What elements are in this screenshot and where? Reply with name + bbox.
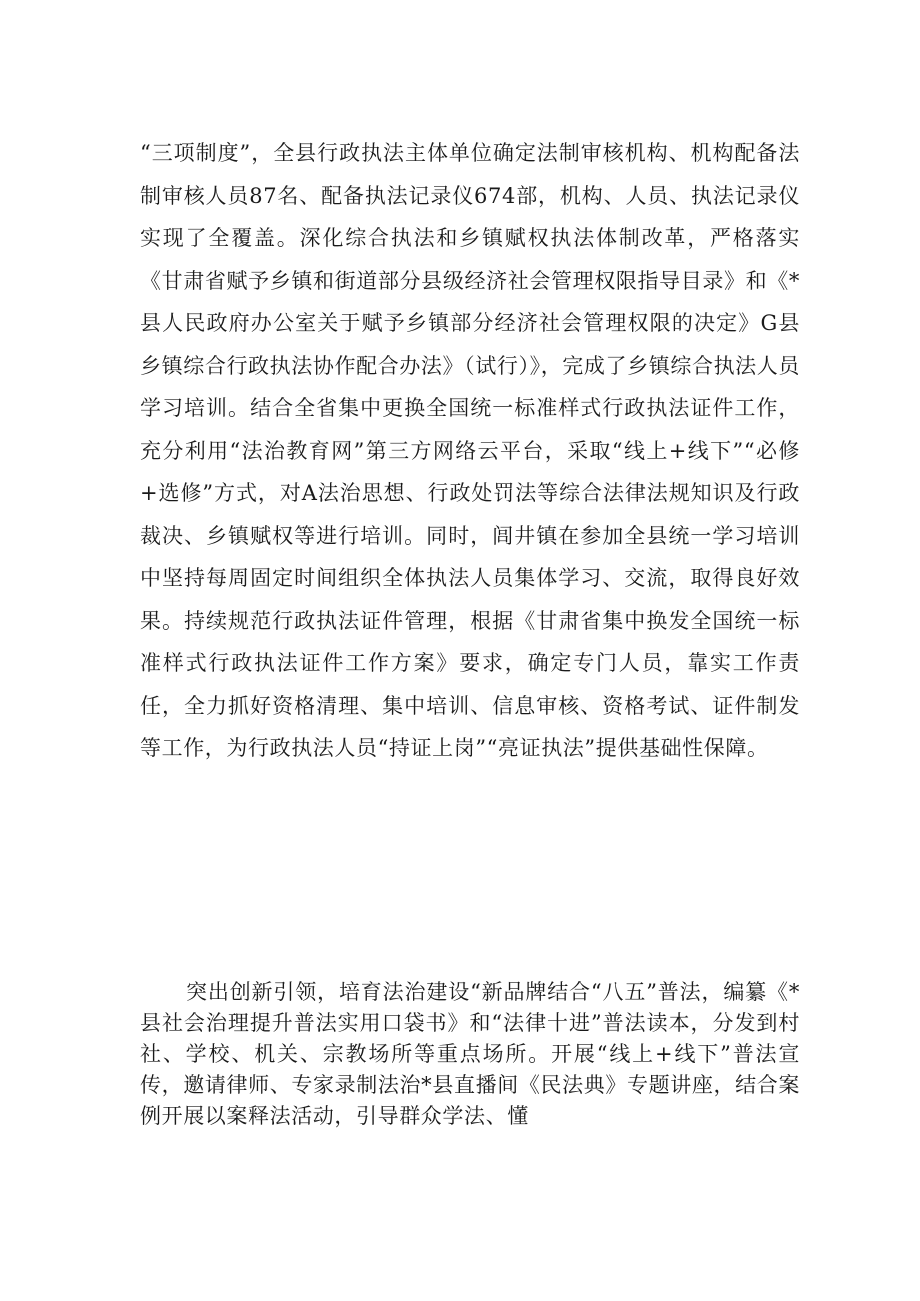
- paragraph-1: “三项制度”，全县行政执法主体单位确定法制审核机构、机构配备法制审核人员87名、配备执法记录仪674部，机构、人员、执法记录仪实现了全覆盖。深化综合执法和乡镇赋权执法体制改革，严格落实《甘肃省赋予乡镇和街道部分县级经济社会管理权限指导目录》和《*县人民政府办公室关于赋予乡镇部分经济社会管理权限的决定》G县乡镇综合行政执法协作配合办法》（试行）》，完成了乡镇综合执法人员学习培训。结合全省集中更换全国统一标准样式行政执法证件工作，充分利用“法治教育网”第三方网络云平台，采取“线上+线下”“必修+选修”方式，对A法治思想、行政处罚法等综合法律法规知识及行政裁决、乡镇赋权等进行培训。同时，闾井镇在参加全县统一学习培训中坚持每周固定时间组织全体执法人员集体学习、交流，取得良好效果。持续规范行政执法证件管理，根据《甘肃省集中换发全国统一标准样式行政执法证件工作方案》要求，确定专门人员，靠实工作责任，全力抓好资格清理、集中培训、信息审核、资格考试、证件制发等工作，为行政执法人员“持证上岗”“亮证执法”提供基础性保障。: [140, 141, 800, 760]
- paragraph-2: 突出创新引领，培育法治建设“新品牌结合“八五”普法，编纂《*县社会治理提升普法实用口袋书》和“法律十进”普法读本，分发到村社、学校、机关、宗教场所等重点场所。开展“线上+线下”普法宣传，邀请律师、专家录制法治*县直播间《民法典》专题讲座，结合案例开展以案释法活动，引导群众学法、懂: [140, 980, 800, 1128]
